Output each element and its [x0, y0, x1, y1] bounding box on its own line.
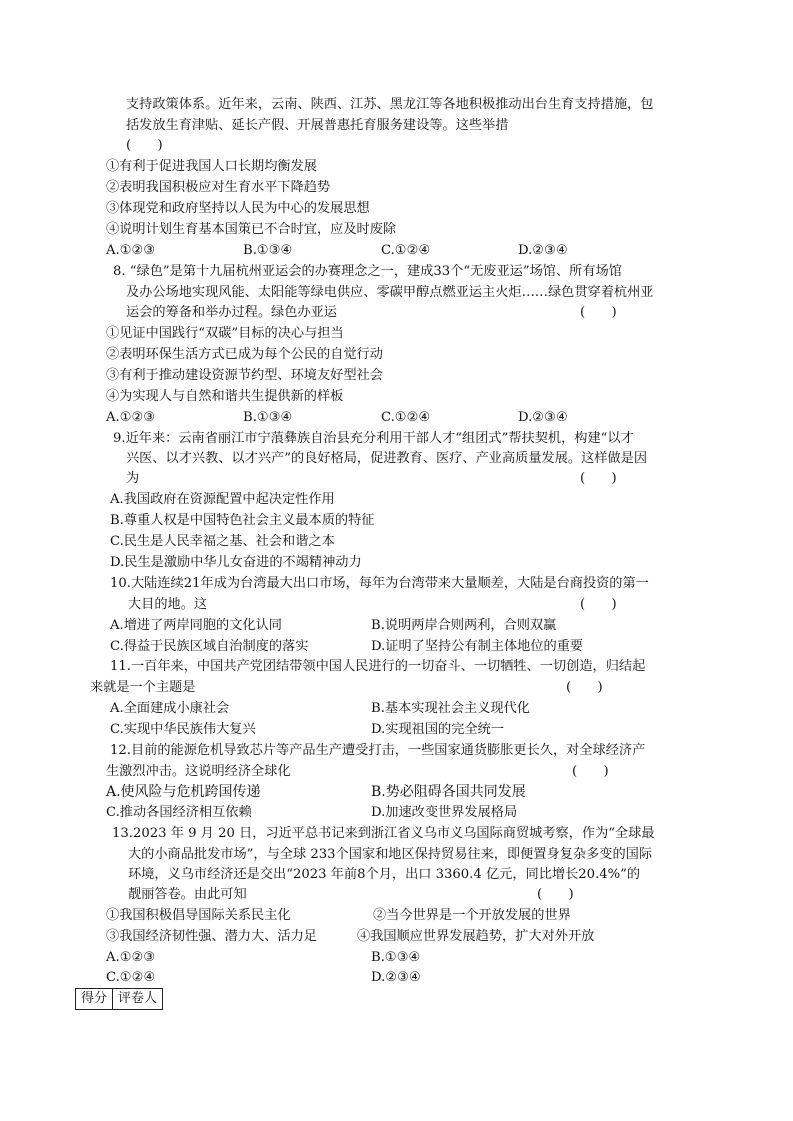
- q12-option-d: D.加速改变世界发展格局: [371, 805, 518, 820]
- q13-option-d: D.②③④: [371, 970, 421, 985]
- q9-line3: 为: [126, 471, 140, 486]
- q11-option-b: B.基本实现社会主义现代化: [371, 701, 530, 716]
- q8-line3: 运会的筹备和举办过程。绿色办亚运: [126, 305, 337, 320]
- q8-statement-1: ①见证中国践行“双碳”目标的决心与担当: [106, 326, 344, 341]
- q10-line2: 大目的地。这: [128, 597, 208, 612]
- q10-option-c: C.得益于民族区域自治制度的落实: [110, 639, 309, 654]
- q10-answer-paren: ( ): [580, 597, 617, 612]
- q7-statement-2: ②表明我国积极应对生育水平下降趋势: [106, 180, 331, 195]
- q13-option-b: B.①③④: [371, 950, 421, 965]
- q11-line2: 来就是一个主题是: [90, 680, 196, 695]
- q13-statement-4: ④我国顺应世界发展趋势，扩大对外开放: [357, 929, 595, 944]
- score-box: [75, 988, 163, 1010]
- q13-option-c: C.①②④: [106, 970, 156, 985]
- q7-option-d: D.②③④: [518, 243, 568, 258]
- q8-line1: 8. “绿色”是第十九届杭州亚运会的办赛理念之一，建成33个“无废亚运”场馆、所有场馆: [113, 264, 622, 279]
- q7-option-c: C.①②④: [381, 243, 431, 258]
- q11-option-c: C.实现中华民族伟大复兴: [110, 722, 256, 737]
- q13-line2: 大的小商品批发市场”，与全球 233个国家和地区保持贸易往来，即便置身复杂多变的国际: [128, 847, 653, 862]
- q10-option-a: A.增进了两岸同胞的文化认同: [110, 618, 282, 633]
- q8-statement-4: ④为实现人与自然和谐共生提供新的样板: [106, 389, 344, 404]
- q7-option-a: A.①②③: [106, 243, 156, 258]
- q12-option-c: C.推动各国经济相互依赖: [106, 805, 252, 820]
- q8-option-c: C.①②④: [381, 410, 431, 425]
- q13-answer-paren: ( ): [537, 887, 574, 902]
- q7-line1: 支持政策体系。近年来，云南、陕西、江苏、黑龙江等各地积极推动出台生育支持措施，包: [126, 97, 654, 112]
- q7-statement-1: ①有利于促进我国人口长期均衡发展: [106, 159, 317, 174]
- q12-option-b: B.势必阻碍各国共同发展: [371, 784, 526, 800]
- q8-option-b: B.①③④: [243, 410, 293, 425]
- q8-statement-3: ③有利于推动建设资源节约型、环境友好型社会: [106, 368, 383, 383]
- q9-answer-paren: ( ): [580, 471, 617, 486]
- q13-option-a: A.①②③: [106, 950, 156, 965]
- q11-option-a: A.全面建成小康社会: [110, 701, 230, 716]
- q13-line1: 13.2023 年 9 月 20 日，习近平总书记来到浙江省义乌市义乌国际商贸城考察，作为“全球最: [112, 826, 655, 841]
- q13-line3: 环境，义乌市经济还是交出“2023 年前8个月，出口 3360.4 亿元，同比增长20.4%”的: [128, 867, 641, 882]
- q12-option-a: A.使风险与危机跨国传递: [106, 784, 261, 800]
- q12-line2: 生激烈冲击。这说明经济全球化: [106, 764, 291, 779]
- q8-statement-2: ②表明环保生活方式已成为每个公民的自觉行动: [106, 347, 383, 362]
- q9-option-d: D.民生是激励中华儿女奋进的不竭精神动力: [110, 555, 362, 570]
- grader-cell: 评卷人: [112, 989, 162, 1009]
- q8-option-d: D.②③④: [518, 410, 568, 425]
- q11-option-d: D.实现祖国的完全统一: [371, 722, 504, 737]
- q7-line2: 括发放生育津贴、延长产假、开展普惠托育服务建设等。这些举措: [126, 118, 509, 133]
- q10-option-d: D.证明了坚持公有制主体地位的重要: [371, 639, 584, 654]
- q8-answer-paren: ( ): [580, 305, 617, 320]
- q7-answer-paren: ( ): [126, 138, 163, 153]
- q13-line4: 靓丽答卷。由此可知: [128, 887, 247, 902]
- q9-option-b: B.尊重人权是中国特色社会主义最本质的特征: [110, 513, 375, 528]
- q7-option-b: B.①③④: [243, 243, 293, 258]
- q11-answer-paren: ( ): [566, 680, 603, 695]
- q9-line1: 9.近年来：云南省丽江市宁蒗彝族自治县充分利用干部人才“组团式”帮扶契机，构建“以才: [113, 431, 634, 446]
- q13-statement-2: ②当今世界是一个开放发展的世界: [373, 908, 571, 923]
- q8-option-a: A.①②③: [106, 410, 156, 425]
- score-cell: 得分: [81, 991, 108, 1006]
- q7-statement-3: ③体现党和政府坚持以人民为中心的发展思想: [106, 201, 370, 216]
- q13-statement-3: ③我国经济韧性强、潜力大、活力足: [106, 929, 317, 944]
- q9-option-a: A.我国政府在资源配置中起决定性作用: [110, 492, 335, 507]
- q8-line2: 及办公场地实现风能、太阳能等绿电供应、零碳甲醇点燃亚运主火炬……绿色贯穿着杭州亚: [126, 285, 654, 300]
- q9-line2: 兴医、以才兴教、以才兴产”的良好格局，促进教育、医疗、产业高质量发展。这样做是因: [126, 451, 648, 466]
- q12-answer-paren: ( ): [572, 764, 609, 779]
- q9-option-c: C.民生是人民幸福之基、社会和谐之本: [110, 534, 335, 549]
- q11-line1: 11.一百年来，中国共产党团结带领中国人民进行的一切奋斗、一切牺牲、一切创造，归结起: [110, 659, 646, 674]
- q10-option-b: B.说明两岸合则两利，合则双赢: [371, 618, 557, 633]
- q7-statement-4: ④说明计划生育基本国策已不合时宜，应及时废除: [106, 222, 397, 237]
- q12-line1: 12.目前的能源危机导致芯片等产品生产遭受打击，一些国家通货膨胀更长久，对全球经济产: [110, 743, 646, 758]
- q10-line1: 10.大陆连续21年成为台湾最大出口市场，每年为台湾带来大量顺差，大陆是台商投资的第一: [110, 576, 649, 591]
- q13-statement-1: ①我国积极倡导国际关系民主化: [106, 908, 291, 923]
